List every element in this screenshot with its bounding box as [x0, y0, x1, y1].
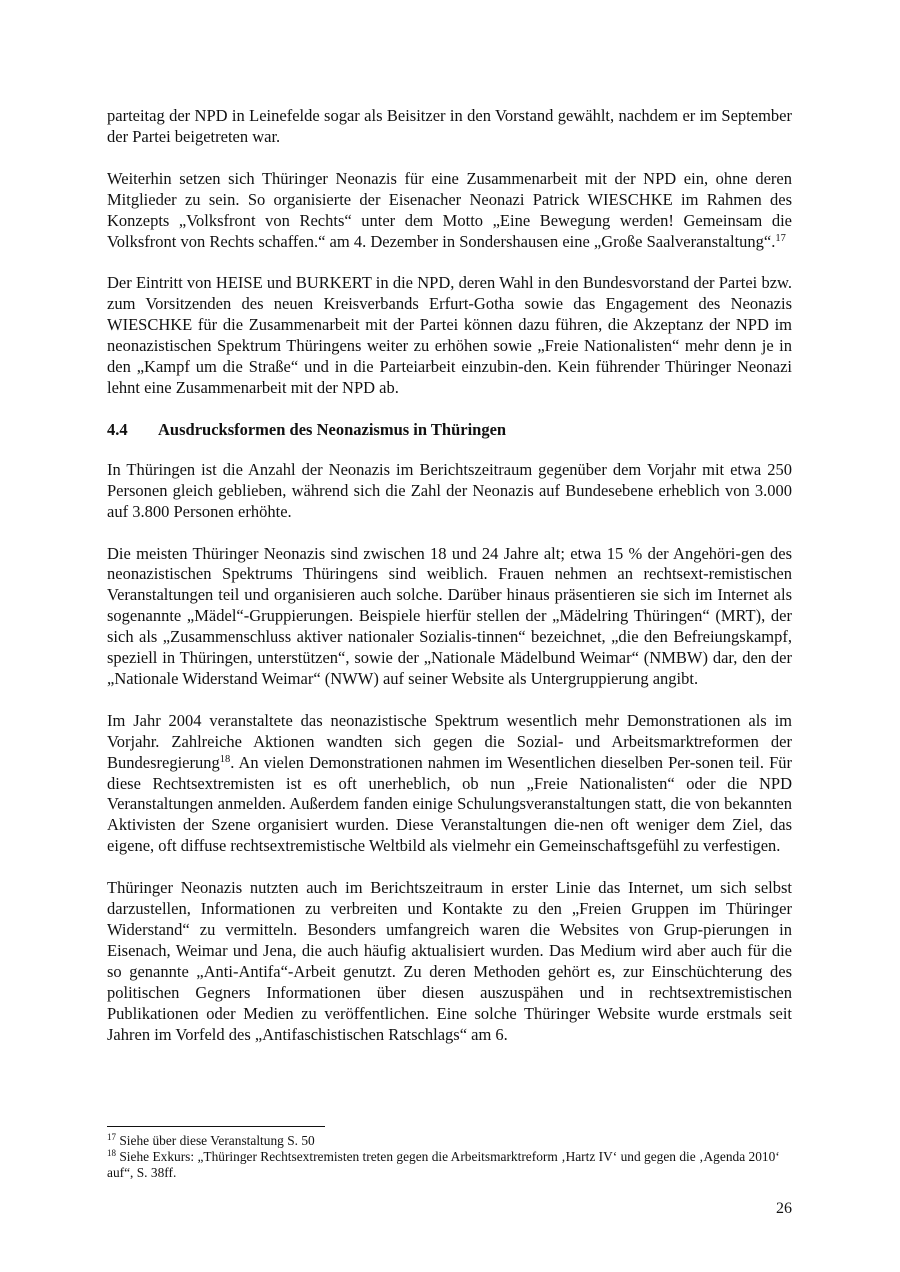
footnotes: [107, 1133, 792, 1181]
section-number: 4.4: [107, 419, 128, 439]
paragraph-4: [107, 460, 792, 523]
paragraph-7-text: Thüringer Neonazis nutzten auch im Berichtszeitraum in erster Linie das Internet, um sich selbst darzustellen, Informationen zu verbreiten und Kontakte zu den „Freien Gruppen im Thüringer Widerstand“ zu vermitteln. Besonders umfangreich waren die Websites von Grup-pierungen in Eisenach, Weimar und Jena, die auch häufig aktualisiert wurden. Das Medium wird aber auch für die so genannte „Anti-Antifa“-Arbeit genutzt. Zu deren Methoden gehört es, zur Einschüchterung des politischen Gegners Informationen über diesen auszuspähen und in rechtsextremistischen Publikationen oder Medien zu veröffentlichen. Eine solche Thüringer Website wurde erstmals seit Jahren im Vorfeld des „Antifaschistischen Ratschlags“ am 6.: [107, 878, 792, 1044]
footnote-number: 18: [107, 1148, 116, 1158]
paragraph-7: [107, 878, 792, 1045]
paragraph-2-text: Weiterhin setzen sich Thüringer Neonazis für eine Zusammenarbeit mit der NPD ein, ohne deren Mitglieder zu sein. So organisierte der Eisenacher Neonazi Patrick WIESCHKE im Rahmen des Konzepts „Volksfront von Rechts“ unter dem Motto „Eine Bewegung werden! Gemeinsam die Volksfront von Rechts schaffen.“ am 4. Dezember in Sondershausen eine „Große Saalveranstaltung“.: [107, 168, 792, 251]
footnote-ref-18[interactable]: 18: [219, 753, 231, 765]
footnote-divider: [107, 1126, 325, 1127]
paragraph-6: [107, 711, 792, 857]
footnote-ref-17[interactable]: 17: [775, 232, 786, 244]
footnote-17: [107, 1133, 792, 1149]
paragraph-4-text: In Thüringen ist die Anzahl der Neonazis im Berichtszeitraum gegenüber dem Vorjahr mit etwa 250 Personen gleich geblieben, während sich die Zahl der Neonazis auf Bundesebene erheblich von 3.000 auf 3.800 Personen erhöhte.: [107, 459, 792, 521]
paragraph-5: [107, 544, 792, 690]
paragraph-1-text: parteitag der NPD in Leinefelde sogar als Beisitzer in den Vorstand gewählt, nachdem er im September der Partei beigetreten war.: [107, 106, 792, 146]
page-body: [107, 106, 792, 1045]
paragraph-6-text-b: . An vielen Demonstrationen nahmen im Wesentlichen dieselben Per-sonen teil. Für diese Rechtsextremisten ist es oft unerheblich, ob nun „Freie Nationalisten“ oder die NPD Veranstaltungen anmelden. Außerdem fanden einige Schulungsveranstaltungen statt, die von bekannten Aktivisten der Szene organisiert wurden. Diese Veranstaltungen die-nen oft weniger dem Ziel, das eigene, oft diffuse rechtsextremistische Weltbild als vielmehr ein Gemeinschaftsgefühl zu verfestigen.: [107, 752, 792, 856]
paragraph-3: [107, 273, 792, 398]
paragraph-2: [107, 169, 792, 253]
paragraph-5-text: Die meisten Thüringer Neonazis sind zwischen 18 und 24 Jahre alt; etwa 15 % der Angehöri-gen des neonazistischen Spektrums Thüringens sind weiblich. Frauen nehmen an rechtsext-remistischen Veranstaltungen teil und organisieren auch solche. Darüber hinaus präsentieren sie sich im Internet als sogenannte „Mädel“-Gruppierungen. Beispiele hierfür stellen der „Mädelring Thüringen“ (MRT), der sich als „Zusammenschluss aktiver nationaler Sozialis-tinnen“ bezeichnet, „die den Befreiungskampf, speziell in Thüringen, unterstützen“, sowie der „Nationale Mädelbund Weimar“ (NMBW) dar, den der „Nationale Widerstand Weimar“ (NWW) auf seiner Website als Untergruppierung angibt.: [107, 543, 792, 688]
footnote-text: Siehe Exkurs: „Thüringer Rechtsextremisten treten gegen die Arbeitsmarktreform ‚Hartz IV‘ und gegen die ‚Agenda 2010‘ auf“, S. 38ff.: [107, 1149, 780, 1180]
paragraph-3-text: Der Eintritt von HEISE und BURKERT in die NPD, deren Wahl in den Bundesvorstand der Partei bzw. zum Vorsitzenden des neuen Kreisverbands Erfurt-Gotha sowie das Engagement des Neonazis WIESCHKE für die Zusammenarbeit mit der Partei können dazu führen, die Akzeptanz der NPD im neonazistischen Spektrum Thüringens weiter zu erhöhen sowie „Freie Nationalisten“ mehr denn je in den „Kampf um die Straße“ und in die Parteiarbeit einzubin-den. Kein führender Thüringer Neonazi lehnt eine Zusammenarbeit mit der NPD ab.: [107, 273, 792, 397]
footnote-number: 17: [107, 1132, 116, 1142]
page-number: 26: [776, 1200, 792, 1217]
footnote-18: [107, 1149, 792, 1181]
paragraph-6-text-a: Im Jahr 2004 veranstaltete das neonazistische Spektrum wesentlich mehr Demonstrationen als im Vorjahr. Zahlreiche Aktionen wandten sich gegen die Sozial- und Arbeitsmarktreformen der Bundesregierung: [107, 710, 792, 772]
section-heading: [107, 420, 792, 441]
paragraph-1: [107, 106, 792, 148]
section-title: Ausdrucksformen des Neonazismus in Thüringen: [158, 419, 507, 439]
footnote-text: Siehe über diese Veranstaltung S. 50: [119, 1133, 315, 1148]
